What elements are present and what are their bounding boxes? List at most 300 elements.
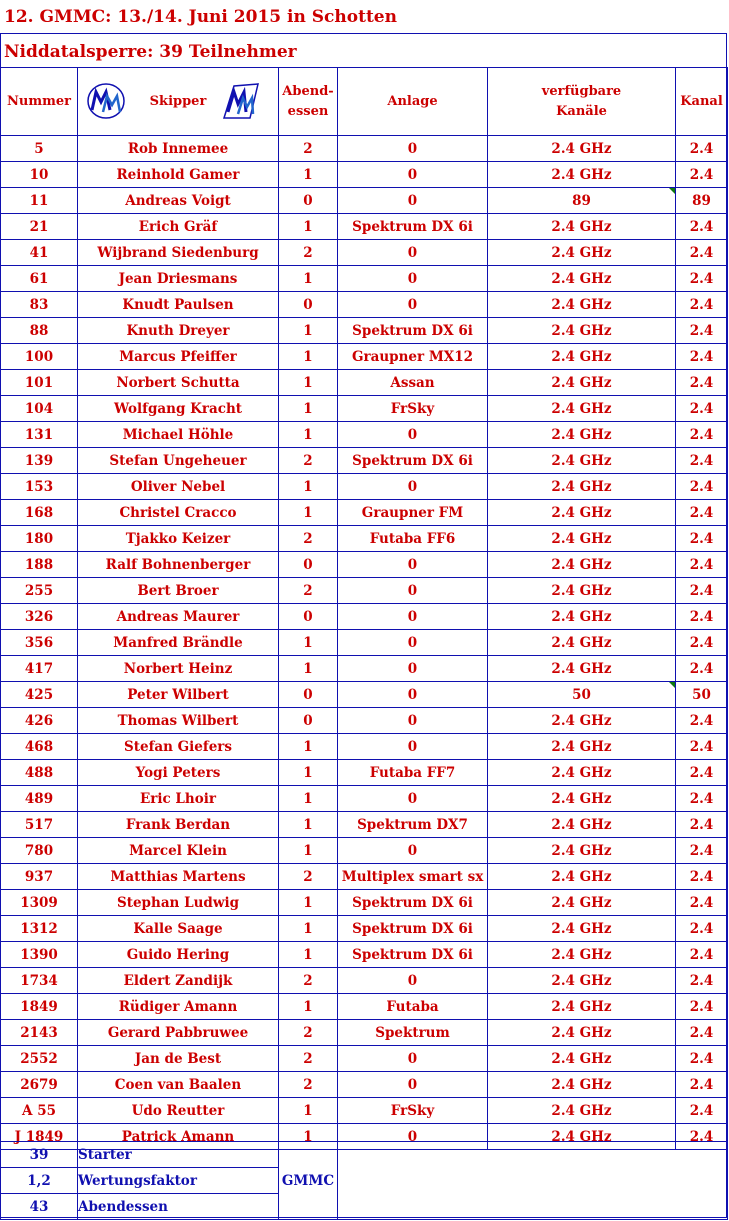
cell-anlage <box>338 474 488 500</box>
cell-nummer-text: 11 <box>29 192 49 209</box>
cell-nummer <box>1 136 78 162</box>
cell-kanaele-text: 2.4 GHz <box>551 894 612 911</box>
cell-abendessen <box>279 240 338 266</box>
cell-kanaele <box>488 188 676 214</box>
cell-abendessen-text: 1 <box>303 816 313 833</box>
cell-kanal-text: 2.4 <box>689 1076 714 1093</box>
cell-skipper-text: Guido Hering <box>126 946 230 963</box>
cell-kanal-text: 2.4 <box>689 530 714 547</box>
cell-skipper <box>78 240 279 266</box>
table-row <box>1 890 728 916</box>
cell-kanal <box>676 682 728 708</box>
cell-nummer <box>1 838 78 864</box>
cell-anlage-text: 0 <box>407 972 418 989</box>
header-kanaele-line2: Kanäle <box>556 103 607 119</box>
cell-kanal <box>676 578 728 604</box>
cell-abendessen-text: 2 <box>303 1024 313 1041</box>
cell-anlage-text: Assan <box>390 374 435 391</box>
cell-nummer <box>1 552 78 578</box>
cell-skipper <box>78 708 279 734</box>
cell-kanaele-text: 2.4 GHz <box>551 842 612 859</box>
cell-abendessen <box>279 942 338 968</box>
cell-anlage <box>338 812 488 838</box>
cell-nummer-text: 1309 <box>20 894 58 911</box>
table-row <box>1 864 728 890</box>
cell-skipper-text: Andreas Maurer <box>116 608 240 625</box>
cell-abendessen-text: 1 <box>303 790 313 807</box>
cell-nummer-text: J 1849 <box>14 1128 64 1145</box>
cell-nummer <box>1 708 78 734</box>
cell-skipper <box>78 162 279 188</box>
cell-kanal <box>676 994 728 1020</box>
cell-skipper <box>78 682 279 708</box>
cell-abendessen-text: 1 <box>303 1102 313 1119</box>
cell-kanaele <box>488 474 676 500</box>
cell-kanaele <box>488 942 676 968</box>
cell-skipper-text: Norbert Schutta <box>116 374 240 391</box>
cell-nummer <box>1 682 78 708</box>
cell-skipper <box>78 474 279 500</box>
cell-skipper <box>78 136 279 162</box>
table-row <box>1 968 728 994</box>
cell-nummer-text: 1390 <box>20 946 58 963</box>
cell-kanaele-text: 2.4 GHz <box>551 738 612 755</box>
cell-skipper-text: Wolfgang Kracht <box>113 400 242 417</box>
cell-skipper <box>78 734 279 760</box>
cell-abendessen <box>279 1098 338 1124</box>
cell-abendessen <box>279 1020 338 1046</box>
table-row <box>1 266 728 292</box>
header-abendessen-line2: essen <box>287 103 329 119</box>
cell-anlage-text: 0 <box>407 608 418 625</box>
cell-kanal-text: 2.4 <box>689 946 714 963</box>
cell-abendessen <box>279 448 338 474</box>
cell-kanal <box>676 448 728 474</box>
cell-kanaele-text: 2.4 GHz <box>551 790 612 807</box>
table-row <box>1 1020 728 1046</box>
cell-abendessen-text: 0 <box>303 712 313 729</box>
cell-kanal <box>676 318 728 344</box>
cell-abendessen <box>279 1072 338 1098</box>
cell-abendessen-text: 1 <box>303 634 313 651</box>
header-row <box>1 68 728 136</box>
cell-skipper <box>78 812 279 838</box>
cell-skipper-text: Gerard Pabbruwee <box>107 1024 249 1041</box>
cell-abendessen <box>279 760 338 786</box>
cell-kanal <box>676 1046 728 1072</box>
cell-kanaele-text: 2.4 GHz <box>551 504 612 521</box>
cell-anlage-text: 0 <box>407 1050 418 1067</box>
cell-skipper-text: Udo Reutter <box>131 1102 225 1119</box>
cell-nummer-text: 41 <box>29 244 49 261</box>
cell-abendessen-text: 1 <box>303 946 313 963</box>
cell-anlage <box>338 292 488 318</box>
cell-kanal <box>676 266 728 292</box>
cell-nummer <box>1 396 78 422</box>
cell-nummer <box>1 942 78 968</box>
cell-kanal-text: 2.4 <box>689 426 714 443</box>
cell-abendessen-text: 1 <box>303 374 313 391</box>
cell-kanaele-text: 2.4 GHz <box>551 374 612 391</box>
cell-kanal <box>676 734 728 760</box>
cell-skipper-text: Andreas Voigt <box>125 192 231 209</box>
cell-kanaele-text: 89 <box>572 192 591 209</box>
cell-kanal-text: 2.4 <box>689 1128 714 1145</box>
cell-skipper <box>78 526 279 552</box>
cell-anlage-text: Spektrum DX 6i <box>352 218 473 235</box>
cell-anlage-text: Spektrum DX 6i <box>352 894 473 911</box>
cell-skipper <box>78 916 279 942</box>
cell-nummer-text: 1849 <box>20 998 58 1015</box>
cell-kanaele-text: 2.4 GHz <box>551 140 612 157</box>
cell-kanaele <box>488 1020 676 1046</box>
cell-skipper-text: Matthias Martens <box>110 868 246 885</box>
cell-abendessen <box>279 812 338 838</box>
cell-abendessen-text: 2 <box>303 1050 313 1067</box>
cell-kanaele <box>488 240 676 266</box>
cell-kanal-text: 50 <box>692 686 711 703</box>
table-row <box>1 188 728 214</box>
cell-abendessen <box>279 630 338 656</box>
cell-skipper <box>78 344 279 370</box>
cell-kanal-text: 2.4 <box>689 894 714 911</box>
cell-anlage <box>338 162 488 188</box>
table-row <box>1 734 728 760</box>
cell-kanaele-text: 2.4 GHz <box>551 452 612 469</box>
cell-kanal-text: 2.4 <box>689 660 714 677</box>
cell-nummer <box>1 422 78 448</box>
cell-abendessen-text: 1 <box>303 738 313 755</box>
cell-kanaele <box>488 292 676 318</box>
header-kanal: Kanal <box>676 68 728 136</box>
cell-kanaele <box>488 604 676 630</box>
cell-skipper-text: Rob Innemee <box>127 140 229 157</box>
cell-skipper-text: Rüdiger Amann <box>118 998 238 1015</box>
cell-anlage-text: 0 <box>407 738 418 755</box>
table-row <box>1 838 728 864</box>
cell-nummer-text: 417 <box>24 660 54 677</box>
cell-nummer <box>1 630 78 656</box>
cell-kanaele <box>488 1046 676 1072</box>
cell-nummer-text: 10 <box>29 166 49 183</box>
cell-anlage <box>338 708 488 734</box>
cell-abendessen-text: 1 <box>303 426 313 443</box>
cell-abendessen <box>279 994 338 1020</box>
cell-skipper <box>78 292 279 318</box>
cell-anlage-text: 0 <box>407 842 418 859</box>
cell-abendessen <box>279 734 338 760</box>
cell-nummer <box>1 812 78 838</box>
cell-anlage <box>338 968 488 994</box>
comment-marker-icon <box>669 188 675 194</box>
table-row <box>1 916 728 942</box>
cell-abendessen <box>279 136 338 162</box>
cell-anlage <box>338 838 488 864</box>
cell-nummer-text: A 55 <box>22 1102 56 1119</box>
cell-kanal-text: 2.4 <box>689 842 714 859</box>
cell-skipper-text: Knuth Dreyer <box>126 322 230 339</box>
abendessen-value: 43 <box>1 1194 78 1220</box>
table-row <box>1 292 728 318</box>
cell-anlage <box>338 734 488 760</box>
cell-kanal <box>676 890 728 916</box>
cell-abendessen-text: 1 <box>303 842 313 859</box>
cell-nummer <box>1 786 78 812</box>
cell-nummer-text: 101 <box>24 374 54 391</box>
cell-kanal-text: 2.4 <box>689 712 714 729</box>
cell-abendessen-text: 1 <box>303 998 313 1015</box>
cell-kanal <box>676 864 728 890</box>
cell-anlage-text: 0 <box>407 686 418 703</box>
cell-abendessen-text: 2 <box>303 868 313 885</box>
cell-nummer <box>1 604 78 630</box>
cell-nummer-text: 326 <box>24 608 54 625</box>
cell-anlage-text: 0 <box>407 660 418 677</box>
cell-kanaele-text: 2.4 GHz <box>551 478 612 495</box>
cell-kanal <box>676 526 728 552</box>
cell-skipper <box>78 214 279 240</box>
cell-anlage-text: Futaba FF6 <box>369 530 456 547</box>
cell-anlage-text: 0 <box>407 1076 418 1093</box>
cell-kanaele-text: 2.4 GHz <box>551 634 612 651</box>
cell-kanal-text: 2.4 <box>689 1102 714 1119</box>
table-row <box>1 552 728 578</box>
page-title: 12. GMMC: 13./14. Juni 2015 in Schotten <box>4 7 397 27</box>
cell-skipper <box>78 890 279 916</box>
cell-abendessen <box>279 474 338 500</box>
cell-anlage-text: Graupner MX12 <box>351 348 474 365</box>
cell-nummer-text: 2679 <box>20 1076 58 1093</box>
cell-abendessen-text: 0 <box>303 608 313 625</box>
table-row <box>1 448 728 474</box>
cell-anlage <box>338 552 488 578</box>
cell-kanal-text: 89 <box>692 192 711 209</box>
cell-kanal-text: 2.4 <box>689 400 714 417</box>
cell-kanal-text: 2.4 <box>689 634 714 651</box>
cell-anlage <box>338 1046 488 1072</box>
cell-anlage <box>338 214 488 240</box>
cell-anlage-text: 0 <box>407 140 418 157</box>
cell-anlage-text: Spektrum DX7 <box>357 816 468 833</box>
cell-anlage <box>338 370 488 396</box>
cell-abendessen-text: 1 <box>303 478 313 495</box>
cell-abendessen <box>279 838 338 864</box>
cell-anlage <box>338 1020 488 1046</box>
cell-abendessen <box>279 604 338 630</box>
cell-kanaele-text: 2.4 GHz <box>551 946 612 963</box>
gmmc-label: GMMC <box>279 1142 338 1220</box>
header-abendessen <box>279 68 338 136</box>
cell-nummer-text: 188 <box>24 556 54 573</box>
cell-kanal <box>676 656 728 682</box>
cell-nummer-text: 425 <box>24 686 54 703</box>
cell-anlage <box>338 682 488 708</box>
cell-anlage <box>338 890 488 916</box>
cell-kanal-text: 2.4 <box>689 270 714 287</box>
subtitle-bar <box>0 34 727 68</box>
cell-abendessen <box>279 552 338 578</box>
cell-kanal <box>676 1098 728 1124</box>
cell-abendessen-text: 1 <box>303 920 313 937</box>
cell-kanal <box>676 630 728 656</box>
abendessen-label: Abendessen <box>78 1194 279 1220</box>
cell-kanaele <box>488 500 676 526</box>
cell-kanaele <box>488 1072 676 1098</box>
cell-kanal <box>676 1072 728 1098</box>
cell-abendessen <box>279 422 338 448</box>
cell-nummer-text: 2143 <box>20 1024 58 1041</box>
cell-kanaele-text: 2.4 GHz <box>551 244 612 261</box>
cell-abendessen-text: 2 <box>303 1076 313 1093</box>
cell-anlage-text: FrSky <box>390 400 435 417</box>
cell-skipper <box>78 396 279 422</box>
cell-abendessen <box>279 682 338 708</box>
header-skipper-label: Skipper <box>149 94 207 109</box>
cell-kanal <box>676 396 728 422</box>
cell-skipper-text: Wijbrand Siedenburg <box>97 244 259 261</box>
cell-anlage <box>338 422 488 448</box>
table-row <box>1 240 728 266</box>
cell-kanal-text: 2.4 <box>689 504 714 521</box>
cell-skipper-text: Norbert Heinz <box>123 660 233 677</box>
cell-anlage <box>338 500 488 526</box>
cell-kanaele-text: 2.4 GHz <box>551 1024 612 1041</box>
table-row <box>1 786 728 812</box>
cell-nummer <box>1 370 78 396</box>
cell-nummer <box>1 318 78 344</box>
cell-anlage <box>338 188 488 214</box>
cell-kanaele-text: 2.4 GHz <box>551 712 612 729</box>
cell-kanaele <box>488 422 676 448</box>
cell-nummer-text: 780 <box>24 842 54 859</box>
table-row <box>1 656 728 682</box>
cell-skipper <box>78 1020 279 1046</box>
cell-nummer <box>1 578 78 604</box>
cell-nummer <box>1 292 78 318</box>
cell-skipper-text: Jan de Best <box>134 1050 222 1067</box>
cell-kanaele <box>488 370 676 396</box>
cell-skipper <box>78 786 279 812</box>
cell-nummer <box>1 1098 78 1124</box>
cell-nummer-text: 61 <box>29 270 49 287</box>
cell-nummer <box>1 240 78 266</box>
table-row <box>1 500 728 526</box>
summary-table <box>0 1141 728 1220</box>
cell-abendessen <box>279 526 338 552</box>
cell-skipper-text: Kalle Saage <box>133 920 223 937</box>
cell-skipper <box>78 500 279 526</box>
cell-nummer <box>1 968 78 994</box>
cell-nummer <box>1 474 78 500</box>
cell-kanal-text: 2.4 <box>689 322 714 339</box>
table-body <box>1 136 728 1150</box>
cell-nummer <box>1 994 78 1020</box>
cell-kanal <box>676 240 728 266</box>
cell-kanaele-text: 2.4 GHz <box>551 972 612 989</box>
cell-nummer-text: 104 <box>24 400 54 417</box>
starter-value: 39 <box>1 1142 78 1168</box>
cell-anlage-text: 0 <box>407 270 418 287</box>
table-row <box>1 682 728 708</box>
cell-anlage-text: Futaba FF7 <box>369 764 456 781</box>
cell-kanal-text: 2.4 <box>689 166 714 183</box>
cell-abendessen <box>279 656 338 682</box>
cell-kanaele <box>488 890 676 916</box>
cell-anlage-text: 0 <box>407 790 418 807</box>
cell-kanaele-text: 2.4 GHz <box>551 1102 612 1119</box>
cell-skipper <box>78 994 279 1020</box>
cell-kanal-text: 2.4 <box>689 140 714 157</box>
cell-abendessen <box>279 370 338 396</box>
cell-skipper <box>78 448 279 474</box>
cell-abendessen-text: 1 <box>303 218 313 235</box>
cell-anlage <box>338 344 488 370</box>
cell-kanaele <box>488 214 676 240</box>
cell-kanaele-text: 2.4 GHz <box>551 166 612 183</box>
header-nummer: Nummer <box>1 68 78 136</box>
table-row <box>1 708 728 734</box>
cell-skipper <box>78 838 279 864</box>
cell-anlage <box>338 630 488 656</box>
cell-kanal <box>676 136 728 162</box>
cell-kanaele <box>488 526 676 552</box>
cell-kanaele <box>488 968 676 994</box>
cell-skipper-text: Ralf Bohnenberger <box>105 556 251 573</box>
cell-kanaele <box>488 708 676 734</box>
cell-abendessen <box>279 500 338 526</box>
cell-kanal-text: 2.4 <box>689 998 714 1015</box>
cell-nummer-text: 139 <box>24 452 54 469</box>
header-skipper <box>78 68 279 136</box>
cell-nummer <box>1 266 78 292</box>
cell-kanaele-text: 2.4 GHz <box>551 1076 612 1093</box>
cell-abendessen <box>279 968 338 994</box>
cell-abendessen-text: 1 <box>303 166 313 183</box>
table-row <box>1 630 728 656</box>
cell-anlage <box>338 864 488 890</box>
header-abendessen-line1: Abend- <box>282 83 334 99</box>
cell-kanaele-text: 2.4 GHz <box>551 868 612 885</box>
cell-anlage <box>338 604 488 630</box>
cell-abendessen-text: 1 <box>303 1128 313 1145</box>
cell-nummer-text: 131 <box>24 426 54 443</box>
table-row <box>1 942 728 968</box>
cell-abendessen-text: 1 <box>303 400 313 417</box>
header-anlage: Anlage <box>338 68 488 136</box>
table-row <box>1 474 728 500</box>
cell-anlage <box>338 578 488 604</box>
cell-nummer-text: 255 <box>24 582 54 599</box>
cell-anlage-text: Graupner FM <box>361 504 464 521</box>
cell-anlage-text: Spektrum <box>375 1024 450 1041</box>
cell-abendessen-text: 1 <box>303 270 313 287</box>
cell-anlage-text: 0 <box>407 296 418 313</box>
cell-anlage <box>338 916 488 942</box>
cell-nummer <box>1 162 78 188</box>
cell-abendessen <box>279 214 338 240</box>
cell-anlage-text: Spektrum DX 6i <box>352 920 473 937</box>
cell-abendessen <box>279 266 338 292</box>
cell-abendessen-text: 2 <box>303 972 313 989</box>
cell-kanal <box>676 214 728 240</box>
cell-abendessen-text: 1 <box>303 660 313 677</box>
cell-nummer <box>1 448 78 474</box>
cell-abendessen-text: 1 <box>303 504 313 521</box>
cell-abendessen <box>279 396 338 422</box>
cell-kanaele <box>488 682 676 708</box>
cell-skipper <box>78 578 279 604</box>
cell-kanal-text: 2.4 <box>689 296 714 313</box>
